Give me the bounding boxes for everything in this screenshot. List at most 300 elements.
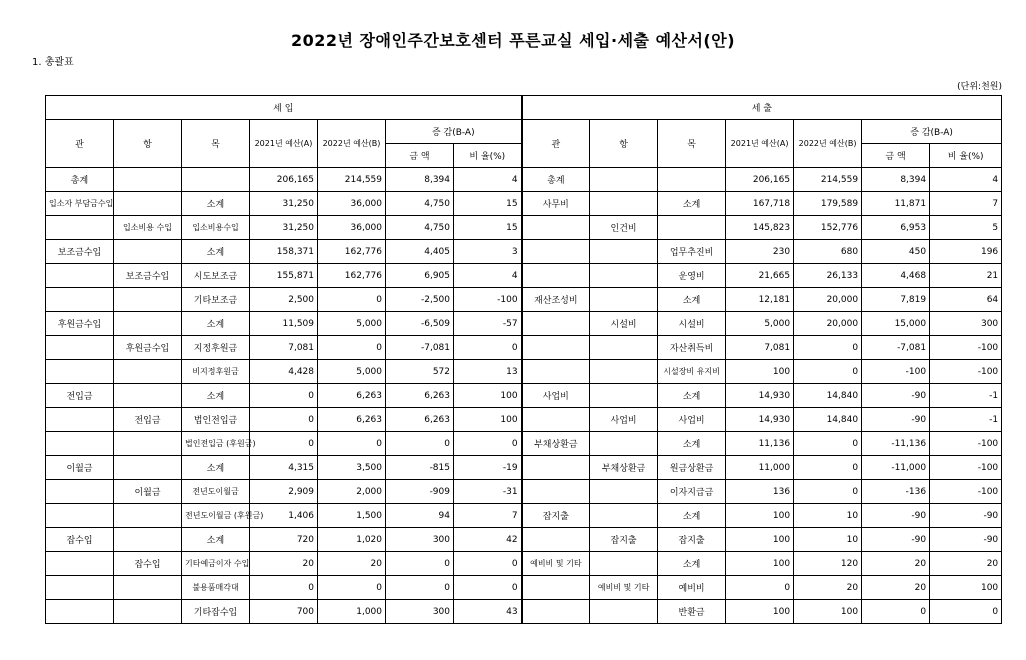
table-row xyxy=(46,336,1002,360)
table-cell: -100 xyxy=(862,360,930,384)
expense-header: 세 출 xyxy=(522,96,1002,120)
table-cell: 64 xyxy=(930,288,1002,312)
col-gwan: 관 xyxy=(46,120,114,168)
table-cell: 소계 xyxy=(658,552,726,576)
table-cell: 예비비 xyxy=(658,576,726,600)
table-cell: 8,394 xyxy=(386,168,454,192)
table-cell: 162,776 xyxy=(318,264,386,288)
table-cell: 시설비 xyxy=(658,312,726,336)
table-cell: 전입금 xyxy=(114,408,182,432)
table-row xyxy=(46,432,1002,456)
table-cell: -90 xyxy=(862,408,930,432)
table-cell: 300 xyxy=(930,312,1002,336)
table-row xyxy=(46,504,1002,528)
table-cell xyxy=(46,480,114,504)
table-cell xyxy=(590,552,658,576)
table-cell: 전년도이월금 (후원금) xyxy=(182,504,250,528)
table-cell: -11,000 xyxy=(862,456,930,480)
table-cell xyxy=(590,480,658,504)
table-cell: 0 xyxy=(794,360,862,384)
table-cell xyxy=(590,288,658,312)
table-cell xyxy=(114,600,182,624)
table-cell: 0 xyxy=(250,432,318,456)
table-cell: 잡수입 xyxy=(46,528,114,552)
table-cell: 11,136 xyxy=(726,432,794,456)
table-cell: 196 xyxy=(930,240,1002,264)
table-cell: 11,871 xyxy=(862,192,930,216)
table-cell: 5,000 xyxy=(726,312,794,336)
table-cell: -1 xyxy=(930,408,1002,432)
col-amount: 금 액 xyxy=(386,144,454,168)
table-cell: 14,840 xyxy=(794,384,862,408)
table-cell: 소계 xyxy=(182,312,250,336)
table-cell: 예비비 및 기타 xyxy=(522,552,590,576)
table-cell xyxy=(114,528,182,552)
table-cell: 총계 xyxy=(522,168,590,192)
table-cell: 부채상환금 xyxy=(522,432,590,456)
table-cell: -815 xyxy=(386,456,454,480)
table-cell xyxy=(590,240,658,264)
table-cell: 비지정후원금 xyxy=(182,360,250,384)
table-cell: 기타보조금 xyxy=(182,288,250,312)
table-cell: 총계 xyxy=(46,168,114,192)
table-cell: 8,394 xyxy=(862,168,930,192)
table-cell: -11,136 xyxy=(862,432,930,456)
table-cell: 1,406 xyxy=(250,504,318,528)
table-cell: 2,909 xyxy=(250,480,318,504)
col-amount: 금 액 xyxy=(862,144,930,168)
table-cell: 4,405 xyxy=(386,240,454,264)
table-cell: 소계 xyxy=(658,288,726,312)
table-cell: 0 xyxy=(318,576,386,600)
table-cell: 잡지출 xyxy=(590,528,658,552)
table-cell xyxy=(46,576,114,600)
table-cell: -2,500 xyxy=(386,288,454,312)
col-2022: 2022년 예산(B) xyxy=(318,120,386,168)
table-cell: 10 xyxy=(794,504,862,528)
table-cell: 4 xyxy=(454,264,522,288)
table-cell xyxy=(46,504,114,528)
table-cell: -136 xyxy=(862,480,930,504)
table-cell: 사무비 xyxy=(522,192,590,216)
col-hang: 항 xyxy=(114,120,182,168)
table-cell xyxy=(590,384,658,408)
unit-label: (단위:천원) xyxy=(957,82,1002,92)
table-cell: -90 xyxy=(862,384,930,408)
table-cell xyxy=(182,168,250,192)
table-cell: 100 xyxy=(794,600,862,624)
table-cell: 42 xyxy=(454,528,522,552)
table-cell: 시설장비 유지비 xyxy=(658,360,726,384)
table-cell: 6,953 xyxy=(862,216,930,240)
table-cell: 0 xyxy=(250,384,318,408)
table-cell: -100 xyxy=(930,480,1002,504)
table-cell: 부채상환금 xyxy=(590,456,658,480)
table-cell: 소계 xyxy=(182,192,250,216)
table-cell: 14,930 xyxy=(726,384,794,408)
col-diff: 증 감(B-A) xyxy=(386,120,522,144)
table-cell: 4,750 xyxy=(386,192,454,216)
table-cell: 15,000 xyxy=(862,312,930,336)
table-cell: 1,000 xyxy=(318,600,386,624)
table-cell: 10 xyxy=(794,528,862,552)
table-cell: 20 xyxy=(250,552,318,576)
table-cell: 572 xyxy=(386,360,454,384)
table-cell: 6,263 xyxy=(386,408,454,432)
section-heading: 1. 총괄표 xyxy=(32,57,74,68)
table-cell: 0 xyxy=(386,576,454,600)
table-cell: -100 xyxy=(930,432,1002,456)
table-row xyxy=(46,168,1002,192)
table-row xyxy=(46,552,1002,576)
table-cell: -90 xyxy=(930,528,1002,552)
table-cell xyxy=(522,600,590,624)
table-cell: 지정후원금 xyxy=(182,336,250,360)
table-cell xyxy=(46,336,114,360)
table-cell xyxy=(522,480,590,504)
table-row xyxy=(46,288,1002,312)
table-cell: 15 xyxy=(454,192,522,216)
col-ratio: 비 율(%) xyxy=(930,144,1002,168)
table-cell: 700 xyxy=(250,600,318,624)
table-cell xyxy=(590,192,658,216)
table-cell: 0 xyxy=(454,576,522,600)
table-cell: 0 xyxy=(386,432,454,456)
table-cell xyxy=(658,216,726,240)
table-cell: 26,133 xyxy=(794,264,862,288)
table-cell: 불용품매각대 xyxy=(182,576,250,600)
table-cell xyxy=(522,528,590,552)
table-row xyxy=(46,360,1002,384)
page-title: 2022년 장애인주간보호센터 푸른교실 세입·세출 예산서(안) xyxy=(290,31,736,50)
table-cell: -100 xyxy=(930,336,1002,360)
table-cell: 후원금수입 xyxy=(114,336,182,360)
col-mok: 목 xyxy=(182,120,250,168)
table-row xyxy=(46,456,1002,480)
table-cell: 업무추진비 xyxy=(658,240,726,264)
table-cell: 0 xyxy=(250,408,318,432)
table-cell: 36,000 xyxy=(318,192,386,216)
table-cell: 0 xyxy=(794,336,862,360)
table-cell: 31,250 xyxy=(250,192,318,216)
table-cell: 반환금 xyxy=(658,600,726,624)
table-cell: 0 xyxy=(454,552,522,576)
table-cell: 152,776 xyxy=(794,216,862,240)
table-cell: 7 xyxy=(454,504,522,528)
table-cell: -7,081 xyxy=(386,336,454,360)
table-cell: 이자지급금 xyxy=(658,480,726,504)
table-cell: -90 xyxy=(862,504,930,528)
table-row xyxy=(46,384,1002,408)
table-cell: 4,315 xyxy=(250,456,318,480)
table-cell: 사업비 xyxy=(590,408,658,432)
table-cell: 100 xyxy=(454,408,522,432)
table-cell: 14,930 xyxy=(726,408,794,432)
table-cell: 기타예금이자 수입 xyxy=(182,552,250,576)
table-cell: 206,165 xyxy=(250,168,318,192)
table-row xyxy=(46,480,1002,504)
table-cell: 보조금수입 xyxy=(114,264,182,288)
table-row xyxy=(46,528,1002,552)
table-cell xyxy=(114,312,182,336)
table-cell xyxy=(114,432,182,456)
table-cell: 300 xyxy=(386,600,454,624)
table-cell: 입소비용 수입 xyxy=(114,216,182,240)
table-cell: 12,181 xyxy=(726,288,794,312)
table-cell: 소계 xyxy=(658,504,726,528)
table-cell: 사업비 xyxy=(522,384,590,408)
table-row xyxy=(46,216,1002,240)
table-cell: 전입금 xyxy=(46,384,114,408)
table-cell: 잡수입 xyxy=(114,552,182,576)
table-cell: 2,000 xyxy=(318,480,386,504)
table-cell: 운영비 xyxy=(658,264,726,288)
table-cell: 21,665 xyxy=(726,264,794,288)
table-cell xyxy=(46,216,114,240)
table-row xyxy=(46,600,1002,624)
col-diff: 증 감(B-A) xyxy=(862,120,1002,144)
table-cell: 입소자 부담금수입 xyxy=(46,192,114,216)
table-cell xyxy=(590,600,658,624)
table-cell: 0 xyxy=(930,600,1002,624)
table-cell xyxy=(522,312,590,336)
col-2021: 2021년 예산(A) xyxy=(250,120,318,168)
table-cell xyxy=(522,576,590,600)
table-cell: 206,165 xyxy=(726,168,794,192)
col-ratio: 비 율(%) xyxy=(454,144,522,168)
table-cell: 입소비용수입 xyxy=(182,216,250,240)
table-cell xyxy=(590,264,658,288)
table-cell: 7 xyxy=(930,192,1002,216)
table-cell: 법인전입금 (후원금) xyxy=(182,432,250,456)
col-gwan: 관 xyxy=(522,120,590,168)
table-cell: 0 xyxy=(726,576,794,600)
table-cell: 145,823 xyxy=(726,216,794,240)
table-cell: 4,428 xyxy=(250,360,318,384)
table-cell: 6,263 xyxy=(318,384,386,408)
col-2021: 2021년 예산(A) xyxy=(726,120,794,168)
table-cell: 7,819 xyxy=(862,288,930,312)
table-cell: 전년도이월금 xyxy=(182,480,250,504)
table-cell: 소계 xyxy=(658,432,726,456)
table-cell: 0 xyxy=(794,480,862,504)
table-cell: 후원금수입 xyxy=(46,312,114,336)
table-cell: 이월금 xyxy=(46,456,114,480)
income-header: 세 입 xyxy=(46,96,522,120)
table-cell: 1,020 xyxy=(318,528,386,552)
table-cell: 720 xyxy=(250,528,318,552)
table-cell: 300 xyxy=(386,528,454,552)
table-cell xyxy=(46,264,114,288)
table-row xyxy=(46,576,1002,600)
table-cell xyxy=(46,432,114,456)
table-cell: 원금상환금 xyxy=(658,456,726,480)
table-cell: 이월금 xyxy=(114,480,182,504)
table-cell: 보조금수입 xyxy=(46,240,114,264)
table-cell: 3 xyxy=(454,240,522,264)
table-cell: 0 xyxy=(862,600,930,624)
table-cell xyxy=(114,456,182,480)
table-cell: 120 xyxy=(794,552,862,576)
col-2022: 2022년 예산(B) xyxy=(794,120,862,168)
table-cell xyxy=(590,360,658,384)
table-cell: 179,589 xyxy=(794,192,862,216)
table-cell xyxy=(46,360,114,384)
table-cell: 0 xyxy=(386,552,454,576)
table-cell: -57 xyxy=(454,312,522,336)
table-cell: 0 xyxy=(794,432,862,456)
table-cell: 2,500 xyxy=(250,288,318,312)
table-cell: 167,718 xyxy=(726,192,794,216)
table-cell xyxy=(114,288,182,312)
table-cell xyxy=(114,168,182,192)
table-cell xyxy=(46,600,114,624)
table-cell: 100 xyxy=(726,552,794,576)
table-cell: 100 xyxy=(726,360,794,384)
table-cell: -909 xyxy=(386,480,454,504)
table-cell: 20 xyxy=(862,552,930,576)
table-cell: 230 xyxy=(726,240,794,264)
table-cell: 4,468 xyxy=(862,264,930,288)
table-cell xyxy=(522,360,590,384)
table-cell: 100 xyxy=(726,504,794,528)
table-cell: -100 xyxy=(930,360,1002,384)
table-cell: 소계 xyxy=(182,528,250,552)
table-cell: 0 xyxy=(794,456,862,480)
table-cell xyxy=(522,240,590,264)
table-cell: 소계 xyxy=(182,240,250,264)
table-cell: 0 xyxy=(454,336,522,360)
table-cell xyxy=(46,288,114,312)
table-cell: 0 xyxy=(454,432,522,456)
table-cell: 5,000 xyxy=(318,360,386,384)
table-cell: 155,871 xyxy=(250,264,318,288)
table-cell: 20,000 xyxy=(794,288,862,312)
table-cell: 100 xyxy=(726,600,794,624)
table-cell: 7,081 xyxy=(726,336,794,360)
table-row xyxy=(46,312,1002,336)
table-cell: 20 xyxy=(862,576,930,600)
table-cell xyxy=(114,504,182,528)
table-cell xyxy=(590,336,658,360)
budget-summary-table xyxy=(45,95,1002,624)
table-cell: 5,000 xyxy=(318,312,386,336)
table-cell xyxy=(522,408,590,432)
table-cell: 15 xyxy=(454,216,522,240)
table-cell xyxy=(114,240,182,264)
table-cell: 4 xyxy=(930,168,1002,192)
table-cell: 7,081 xyxy=(250,336,318,360)
table-cell: 소계 xyxy=(182,384,250,408)
table-cell: 자산취득비 xyxy=(658,336,726,360)
table-cell xyxy=(46,408,114,432)
table-cell: 136 xyxy=(726,480,794,504)
table-cell: 소계 xyxy=(658,384,726,408)
table-row xyxy=(46,240,1002,264)
table-cell: 잡지출 xyxy=(658,528,726,552)
table-cell: 4,750 xyxy=(386,216,454,240)
table-cell: -100 xyxy=(930,456,1002,480)
table-cell xyxy=(114,192,182,216)
col-mok: 목 xyxy=(658,120,726,168)
table-cell: 사업비 xyxy=(658,408,726,432)
table-cell: 36,000 xyxy=(318,216,386,240)
table-cell xyxy=(46,552,114,576)
table-cell: 0 xyxy=(318,288,386,312)
table-cell: 450 xyxy=(862,240,930,264)
table-cell xyxy=(590,168,658,192)
table-cell: 잡지출 xyxy=(522,504,590,528)
table-row xyxy=(46,408,1002,432)
table-cell: 4 xyxy=(454,168,522,192)
table-cell: 법인전입금 xyxy=(182,408,250,432)
table-cell: 13 xyxy=(454,360,522,384)
table-cell: 소계 xyxy=(182,456,250,480)
table-cell: 소계 xyxy=(658,192,726,216)
table-row xyxy=(46,264,1002,288)
table-cell xyxy=(114,384,182,408)
table-cell: 680 xyxy=(794,240,862,264)
table-cell: 6,905 xyxy=(386,264,454,288)
table-cell: 5 xyxy=(930,216,1002,240)
table-cell xyxy=(522,264,590,288)
table-cell: 시도보조금 xyxy=(182,264,250,288)
table-cell: 시설비 xyxy=(590,312,658,336)
table-cell: 14,840 xyxy=(794,408,862,432)
table-cell: 43 xyxy=(454,600,522,624)
table-cell xyxy=(658,168,726,192)
table-cell: 0 xyxy=(318,432,386,456)
table-cell: 20 xyxy=(318,552,386,576)
table-cell xyxy=(590,504,658,528)
table-cell xyxy=(590,432,658,456)
table-cell: -7,081 xyxy=(862,336,930,360)
table-cell: 예비비 및 기타 xyxy=(590,576,658,600)
table-cell xyxy=(522,216,590,240)
table-cell: 100 xyxy=(726,528,794,552)
table-cell: 100 xyxy=(454,384,522,408)
table-cell: 21 xyxy=(930,264,1002,288)
table-cell: 214,559 xyxy=(794,168,862,192)
table-row xyxy=(46,192,1002,216)
table-cell: 3,500 xyxy=(318,456,386,480)
table-cell xyxy=(522,336,590,360)
table-cell: -100 xyxy=(454,288,522,312)
table-cell: 20,000 xyxy=(794,312,862,336)
table-cell: 재산조성비 xyxy=(522,288,590,312)
table-cell: -19 xyxy=(454,456,522,480)
table-cell: 11,000 xyxy=(726,456,794,480)
table-cell: 100 xyxy=(930,576,1002,600)
table-cell: 11,509 xyxy=(250,312,318,336)
table-cell xyxy=(114,576,182,600)
table-cell: 1,500 xyxy=(318,504,386,528)
table-cell: 94 xyxy=(386,504,454,528)
table-cell: 158,371 xyxy=(250,240,318,264)
table-cell: 인건비 xyxy=(590,216,658,240)
table-cell: 214,559 xyxy=(318,168,386,192)
table-cell: -1 xyxy=(930,384,1002,408)
table-cell: 6,263 xyxy=(318,408,386,432)
table-cell: -90 xyxy=(930,504,1002,528)
table-cell: -90 xyxy=(862,528,930,552)
table-cell: 31,250 xyxy=(250,216,318,240)
table-cell: 6,263 xyxy=(386,384,454,408)
table-cell: 20 xyxy=(930,552,1002,576)
table-cell: 20 xyxy=(794,576,862,600)
col-hang: 항 xyxy=(590,120,658,168)
table-cell xyxy=(114,360,182,384)
